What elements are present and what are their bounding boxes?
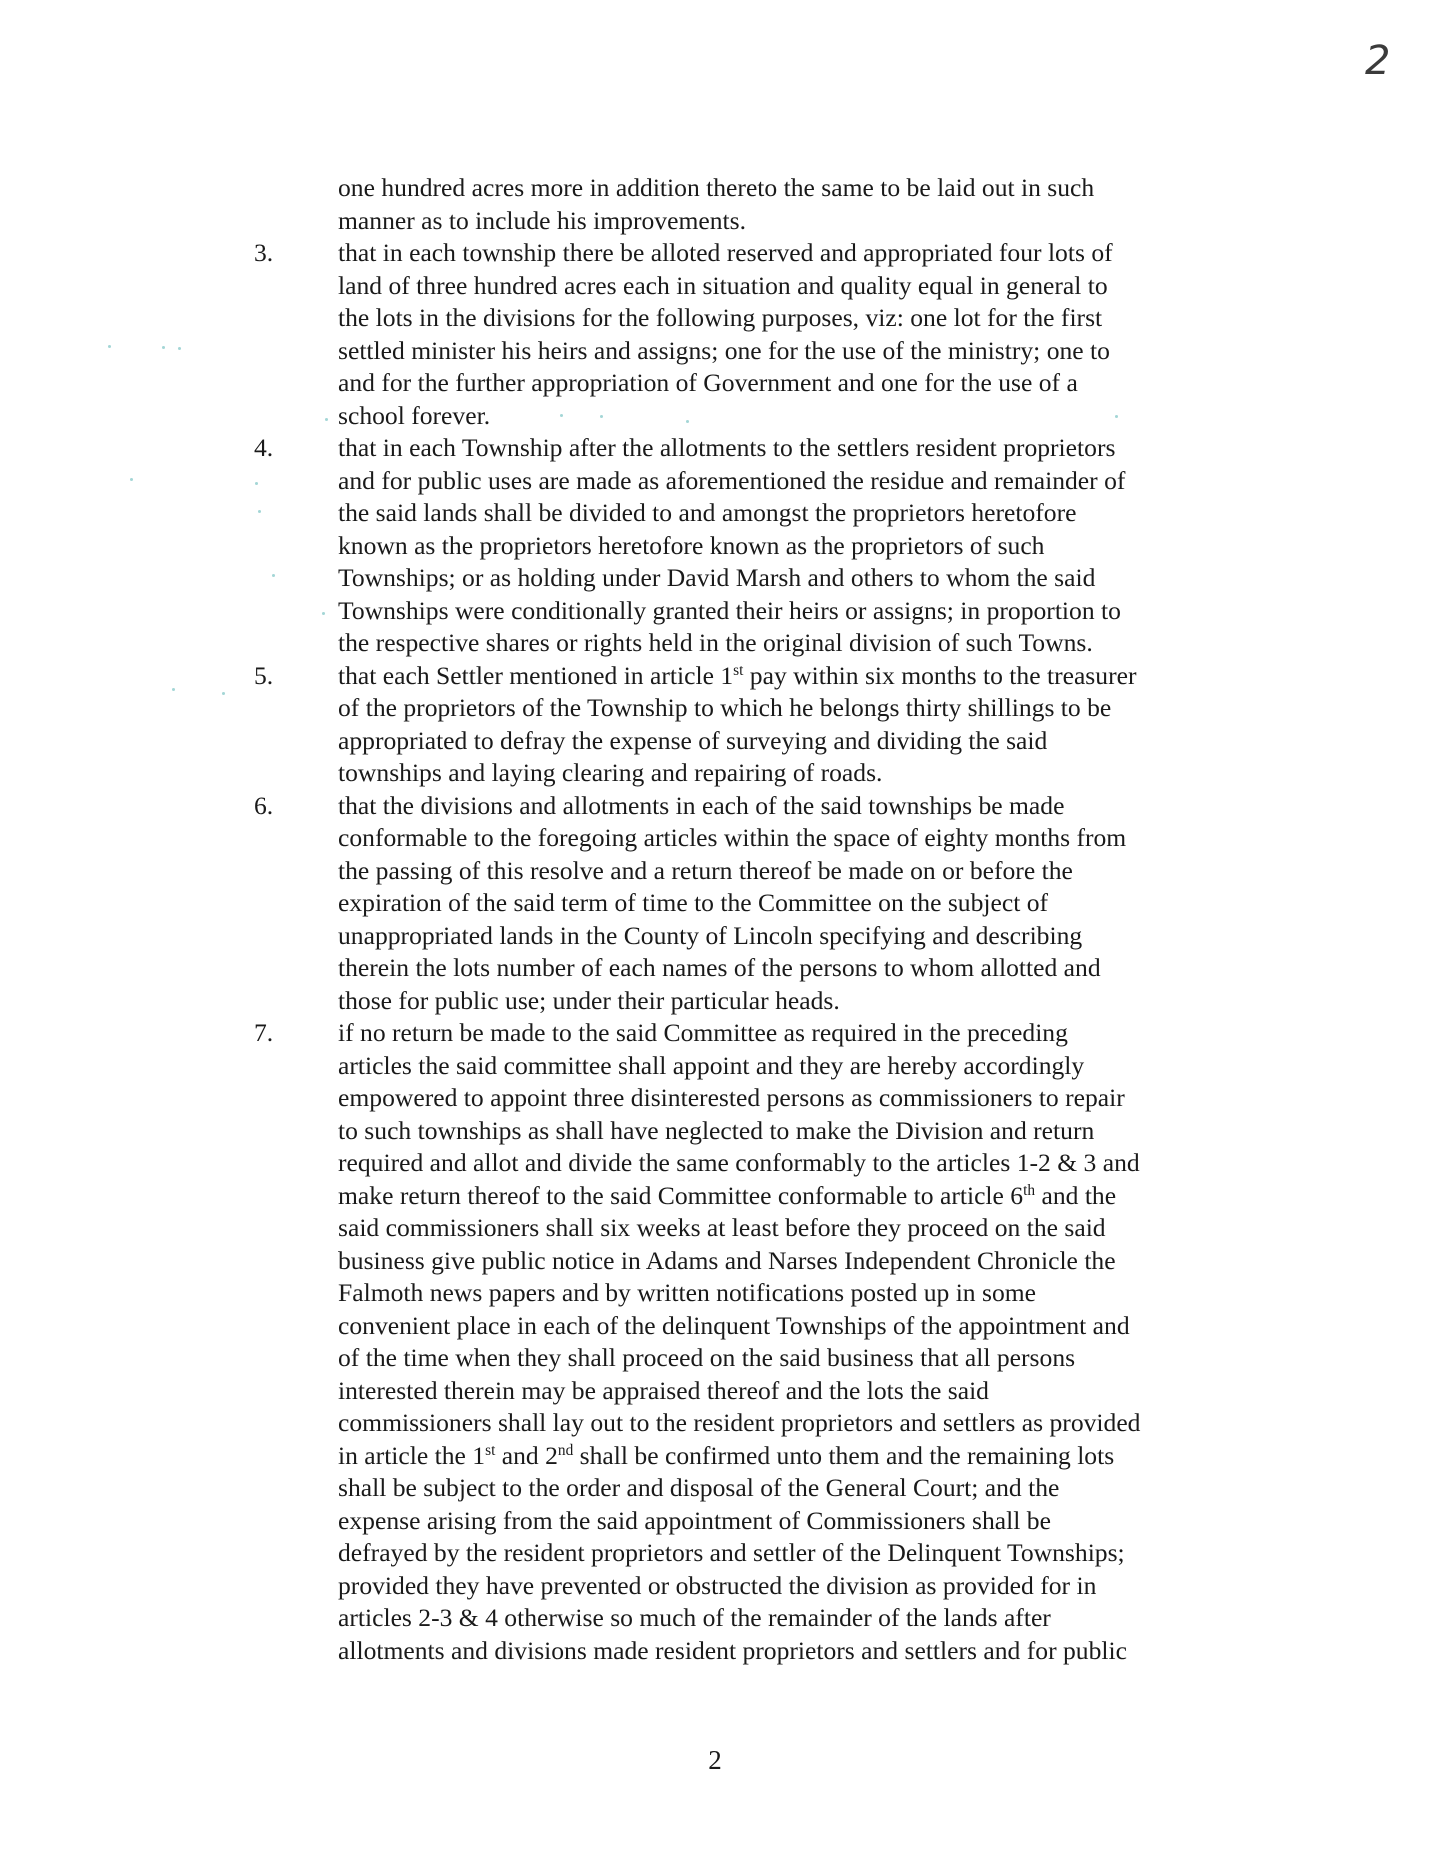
scan-speck (686, 420, 689, 423)
document-body (254, 172, 1238, 1667)
footer-page-number: 2 (708, 1745, 722, 1775)
text-line: said commissioners shall six weeks at least before they proceed on the said (338, 1213, 1106, 1242)
text-line: unappropriated lands in the County of Lincoln specifying and describing (338, 920, 1083, 950)
article-number: 6. (254, 790, 274, 820)
article-number: 3. (254, 238, 274, 267)
scan-speck (322, 612, 325, 615)
text-line: Falmoth news papers and by written notifications posted up in some (338, 1278, 1037, 1307)
text-line: empowered to appoint three disinterested persons as commissioners to repair (338, 1083, 1125, 1112)
ordinal-superscript: st (733, 662, 744, 680)
text-line: if no return be made to the said Committee as required in the preceding (338, 1018, 1068, 1047)
scan-speck (325, 418, 328, 421)
text-line: land of three hundred acres each in situation and quality equal in general to (338, 270, 1108, 300)
text-line: known as the proprietors heretofore known as the proprietors of such (338, 530, 1045, 560)
scan-speck (172, 688, 175, 691)
text-line: required and allot and divide the same conformably to the articles 1-2 & 3 and (338, 1148, 1140, 1177)
text-line: the respective shares or rights held in the original division of such Towns. (338, 628, 1093, 657)
text-line: allotments and divisions made resident proprietors and settlers and for public (338, 1635, 1127, 1665)
text-line: expense arising from the said appointment of Commissioners shall be (338, 1505, 1051, 1535)
article-paragraph (254, 660, 1238, 790)
text-line: defrayed by the resident proprietors and settler of the Delinquent Townships; (338, 1538, 1125, 1567)
ordinal-superscript: st (485, 1442, 496, 1460)
text-line: of the proprietors of the Township to which he belongs thirty shillings to be (338, 693, 1112, 722)
scan-speck (1115, 415, 1118, 418)
text-line: appropriated to defray the expense of surveying and dividing the said (338, 725, 1048, 755)
text-line: convenient place in each of the delinquent Townships of the appointment and (338, 1310, 1130, 1340)
text-line: expiration of the said term of time to the Committee on the subject of (338, 888, 1049, 917)
text-line: shall be subject to the order and disposal of the General Court; and the (338, 1473, 1060, 1502)
text-line: interested therein may be appraised thereof and the lots the said (338, 1375, 989, 1405)
text-line: therein the lots number of each names of the persons to whom allotted and (338, 953, 1101, 982)
text-line: make return thereof to the said Committee conformable to article 6th and the (338, 1180, 1117, 1210)
handwritten-page-number: 2 (1365, 38, 1392, 84)
article-paragraph (254, 432, 1238, 660)
ordinal-superscript: th (1023, 1182, 1036, 1200)
text-line: settled minister his heirs and assigns; one for the use of the ministry; one to (338, 335, 1110, 365)
scan-speck (222, 692, 225, 695)
text-line: and for the further appropriation of Government and one for the use of a (338, 368, 1078, 397)
text-line: Townships; or as holding under David Marsh and others to whom the said (338, 563, 1096, 592)
text-line: the passing of this resolve and a return thereof be made on or before the (338, 855, 1073, 885)
text-line: articles the said committee shall appoint and they are hereby accordingly (338, 1050, 1085, 1080)
text-line: the lots in the divisions for the following purposes, viz: one lot for the first (338, 303, 1103, 332)
scan-speck (162, 346, 165, 349)
scan-speck (560, 414, 563, 417)
text-line: that in each township there be alloted reserved and appropriated four lots of (338, 238, 1113, 267)
text-line: one hundred acres more in addition thereto the same to be laid out in such (338, 173, 1095, 202)
text-line: that each Settler mentioned in article 1st pay within six months to the treasurer (338, 660, 1137, 690)
article-number: 7. (254, 1018, 274, 1047)
article-paragraph (254, 1017, 1238, 1667)
text-line: and for public uses are made as aforementioned the residue and remainder of (338, 465, 1126, 495)
text-line: commissioners shall lay out to the resident proprietors and settlers as provided (338, 1408, 1141, 1437)
text-line: Townships were conditionally granted their heirs or assigns; in proportion to (338, 595, 1121, 625)
text-line: business give public notice in Adams and Narses Independent Chronicle the (338, 1245, 1116, 1275)
text-line: that in each Township after the allotments to the settlers resident proprietors (338, 433, 1116, 462)
scan-speck (255, 482, 258, 485)
scan-speck (108, 345, 111, 348)
text-line: in article the 1st and 2nd shall be confirmed unto them and the remaining lots (338, 1440, 1115, 1470)
text-line: school forever. (338, 400, 491, 430)
text-line: that the divisions and allotments in each of the said townships be made (338, 790, 1065, 820)
scan-speck (600, 415, 603, 418)
text-line: of the time when they shall proceed on the said business that all persons (338, 1343, 1076, 1372)
text-line: the said lands shall be divided to and amongst the proprietors heretofore (338, 498, 1077, 527)
article-paragraph (254, 790, 1238, 1018)
ordinal-superscript: nd (557, 1442, 574, 1460)
scan-speck (178, 347, 181, 350)
text-line: conformable to the foregoing articles within the space of eighty months from (338, 823, 1127, 852)
text-line: those for public use; under their particular heads. (338, 985, 840, 1015)
scan-speck (272, 574, 275, 577)
article-number: 4. (254, 433, 274, 462)
text-line: articles 2-3 & 4 otherwise so much of the remainder of the lands after (338, 1603, 1051, 1632)
scan-speck (130, 478, 133, 481)
text-line: townships and laying clearing and repairing of roads. (338, 758, 883, 787)
text-line: provided they have prevented or obstructed the division as provided for in (338, 1570, 1097, 1600)
article-number: 5. (254, 660, 274, 690)
scan-speck (258, 510, 261, 513)
text-line: manner as to include his improvements. (338, 205, 746, 235)
article-paragraph (338, 172, 1238, 237)
text-line: to such townships as shall have neglected to make the Division and return (338, 1115, 1095, 1145)
article-paragraph (254, 237, 1238, 432)
